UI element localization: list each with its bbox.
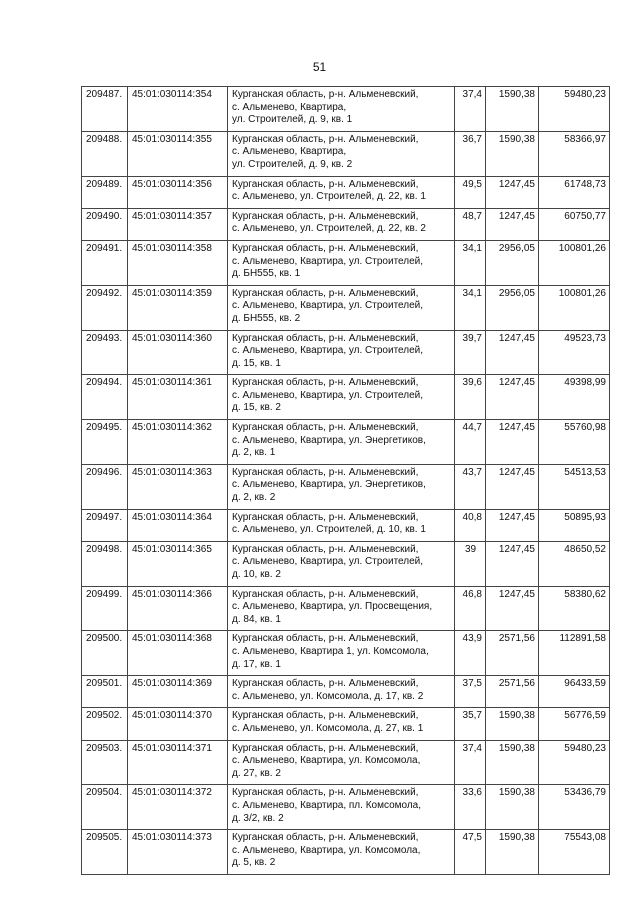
table-row [82, 464, 610, 509]
row-number: 209491. [82, 240, 128, 285]
address-line: Курганская область, р-н. Альменевский, [232, 287, 419, 299]
address [228, 631, 455, 676]
address-line: д. 27, кв. 2 [232, 767, 281, 779]
rate-value: 1247,45 [486, 464, 539, 509]
table-row [82, 509, 610, 541]
cadastral-number: 45:01:030114:369 [128, 676, 228, 708]
rate-value: 1247,45 [486, 420, 539, 465]
table-row [82, 176, 610, 208]
cadastral-number: 45:01:030114:360 [128, 330, 228, 375]
table-row [82, 240, 610, 285]
cadastral-cost: 60750,77 [539, 208, 610, 240]
address-line: Курганская область, р-н. Альменевский, [232, 633, 419, 645]
cadastral-cost: 100801,26 [539, 285, 610, 330]
area-value: 35,7 [455, 708, 486, 740]
address-line: Курганская область, р-н. Альменевский, [232, 742, 419, 754]
cadastral-number: 45:01:030114:354 [128, 87, 228, 132]
address [228, 785, 455, 830]
rate-value: 1590,38 [486, 131, 539, 176]
row-number: 209499. [82, 586, 128, 631]
address-line: Курганская область, р-н. Альменевский, [232, 178, 419, 190]
address-line: с. Альменево, Квартира, [232, 146, 347, 158]
cadastral-number: 45:01:030114:363 [128, 464, 228, 509]
row-number: 209497. [82, 509, 128, 541]
address-line: д. 10, кв. 2 [232, 569, 281, 580]
area-value: 39 [455, 541, 486, 586]
row-number: 209488. [82, 131, 128, 176]
table-row [82, 208, 610, 240]
rate-value: 2571,56 [486, 631, 539, 676]
address [228, 208, 455, 240]
address-line: д. 15, кв. 2 [232, 402, 281, 414]
cadastral-cost: 59480,23 [539, 87, 610, 132]
address [228, 330, 455, 375]
cadastral-cost: 112891,58 [539, 631, 610, 676]
area-value: 37,4 [455, 740, 486, 785]
cadastral-cost: 61748,73 [539, 176, 610, 208]
cadastral-cost: 53436,79 [539, 785, 610, 830]
table-row [82, 740, 610, 785]
table-row [82, 676, 610, 708]
row-number: 209487. [82, 87, 128, 132]
row-number: 209500. [82, 631, 128, 676]
cadastral-cost: 54513,53 [539, 464, 610, 509]
cadastral-cost: 56776,59 [539, 708, 610, 740]
table-row [82, 285, 610, 330]
address-line: Курганская область, р-н. Альменевский, [232, 678, 419, 690]
rate-value: 2571,56 [486, 676, 539, 708]
area-value: 33,6 [455, 785, 486, 830]
table-row [82, 541, 610, 586]
rate-value: 1247,45 [486, 509, 539, 541]
address [228, 708, 455, 740]
address-line: д. 5, кв. 2 [232, 857, 276, 869]
cadastral-number: 45:01:030114:364 [128, 509, 228, 541]
address-line: с. Альменево, ул. Комсомола, д. 27, кв. 1 [232, 722, 424, 734]
address [228, 131, 455, 176]
address-line: с. Альменево, ул. Комсомола, д. 17, кв. 2 [232, 690, 424, 702]
address-line: д. 15, кв. 1 [232, 357, 281, 369]
area-value: 34,1 [455, 285, 486, 330]
cadastral-cost: 48650,52 [539, 541, 610, 586]
row-number: 209489. [82, 176, 128, 208]
rate-value: 1247,45 [486, 176, 539, 208]
cadastral-cost: 75543,08 [539, 830, 610, 875]
address-line: д. БН555, кв. 2 [232, 312, 301, 324]
area-value: 48,7 [455, 208, 486, 240]
cadastral-number: 45:01:030114:371 [128, 740, 228, 785]
rate-value: 1247,45 [486, 208, 539, 240]
address-line: с. Альменево, Квартира, ул. Строителей, [232, 255, 424, 267]
address [228, 541, 455, 586]
address-line: Курганская область, р-н. Альменевский, [232, 422, 419, 434]
row-number: 209492. [82, 285, 128, 330]
address-line: с. Альменево, Квартира 1, ул. Комсомола, [232, 645, 429, 657]
rate-value: 1590,38 [486, 785, 539, 830]
address-line: д. 2, кв. 2 [232, 492, 276, 504]
cadastral-cost: 49398,99 [539, 375, 610, 420]
address [228, 586, 455, 631]
cadastral-number: 45:01:030114:366 [128, 586, 228, 631]
address-line: ул. Строителей, д. 9, кв. 1 [232, 114, 353, 126]
row-number: 209490. [82, 208, 128, 240]
table-row [82, 375, 610, 420]
address-line: с. Альменево, Квартира, ул. Энергетиков, [232, 479, 426, 491]
table-row [82, 586, 610, 631]
area-value: 44,7 [455, 420, 486, 465]
address-line: д. 17, кв. 1 [232, 658, 281, 670]
area-value: 43,9 [455, 631, 486, 676]
address-line: с. Альменево, ул. Строителей, д. 22, кв. 2 [232, 223, 426, 235]
address-line: Курганская область, р-н. Альменевский, [232, 543, 419, 555]
address-line: с. Альменево, Квартира, [232, 101, 347, 113]
address [228, 464, 455, 509]
cadastral-number: 45:01:030114:358 [128, 240, 228, 285]
address-line: с. Альменево, Квартира, пл. Комсомола, [232, 799, 422, 811]
address-line: с. Альменево, Квартира, ул. Строителей, [232, 345, 424, 357]
row-number: 209498. [82, 541, 128, 586]
cadastral-number: 45:01:030114:359 [128, 285, 228, 330]
address-line: ул. Строителей, д. 9, кв. 2 [232, 158, 353, 170]
address [228, 676, 455, 708]
cadastral-number: 45:01:030114:373 [128, 830, 228, 875]
address-line: с. Альменево, Квартира, ул. Строителей, [232, 556, 424, 568]
address-line: д. 2, кв. 1 [232, 447, 276, 459]
rate-value: 1590,38 [486, 830, 539, 875]
page-number: 51 [312, 60, 327, 74]
table-row [82, 87, 610, 132]
address-line: Курганская область, р-н. Альменевский, [232, 377, 419, 389]
rate-value: 1247,45 [486, 586, 539, 631]
table-row [82, 420, 610, 465]
address-line: с. Альменево, Квартира, ул. Комсомола, [232, 844, 421, 856]
cadastral-number: 45:01:030114:355 [128, 131, 228, 176]
row-number: 209496. [82, 464, 128, 509]
address-line: Курганская область, р-н. Альменевский, [232, 832, 419, 844]
rate-value: 2956,05 [486, 240, 539, 285]
rate-value: 1247,45 [486, 375, 539, 420]
table-row [82, 330, 610, 375]
row-number: 209493. [82, 330, 128, 375]
row-number: 209504. [82, 785, 128, 830]
rate-value: 1590,38 [486, 87, 539, 132]
rate-value: 1590,38 [486, 708, 539, 740]
address-line: д. БН555, кв. 1 [232, 268, 301, 280]
cadastral-cost: 55760,98 [539, 420, 610, 465]
area-value: 39,7 [455, 330, 486, 375]
cadastral-number: 45:01:030114:356 [128, 176, 228, 208]
area-value: 34,1 [455, 240, 486, 285]
area-value: 37,4 [455, 87, 486, 132]
address-line: Курганская область, р-н. Альменевский, [232, 588, 419, 600]
cadastral-cost: 58380,62 [539, 586, 610, 631]
cadastral-number: 45:01:030114:368 [128, 631, 228, 676]
row-number: 209503. [82, 740, 128, 785]
cadastral-cost: 49523,73 [539, 330, 610, 375]
table-row [82, 830, 610, 875]
address-line: Курганская область, р-н. Альменевский, [232, 89, 419, 100]
address-line: с. Альменево, ул. Строителей, д. 10, кв. 1 [232, 524, 426, 536]
address [228, 740, 455, 785]
row-number: 209501. [82, 676, 128, 708]
address-line: с. Альменево, Квартира, ул. Просвещения, [232, 601, 433, 613]
address-line: с. Альменево, Квартира, ул. Строителей, [232, 389, 424, 401]
cadastral-cost: 100801,26 [539, 240, 610, 285]
table-row [82, 131, 610, 176]
cadastral-cost: 59480,23 [539, 740, 610, 785]
address-line: Курганская область, р-н. Альменевский, [232, 332, 419, 344]
cadastral-number: 45:01:030114:357 [128, 208, 228, 240]
area-value: 39,6 [455, 375, 486, 420]
cadastral-number: 45:01:030114:372 [128, 785, 228, 830]
address-line: Курганская область, р-н. Альменевский, [232, 242, 419, 254]
table-row [82, 708, 610, 740]
cadastral-number: 45:01:030114:361 [128, 375, 228, 420]
address-line: Курганская область, р-н. Альменевский, [232, 710, 419, 722]
property-registry-table [81, 86, 610, 875]
address [228, 176, 455, 208]
area-value: 37,5 [455, 676, 486, 708]
rate-value: 1590,38 [486, 740, 539, 785]
area-value: 43,7 [455, 464, 486, 509]
area-value: 36,7 [455, 131, 486, 176]
table-row [82, 631, 610, 676]
cadastral-cost: 96433,59 [539, 676, 610, 708]
registry-body [82, 87, 610, 875]
area-value: 47,5 [455, 830, 486, 875]
address [228, 420, 455, 465]
address-line: с. Альменево, Квартира, ул. Строителей, [232, 300, 424, 312]
address-line: Курганская область, р-н. Альменевский, [232, 466, 419, 478]
address-line: Курганская область, р-н. Альменевский, [232, 133, 419, 145]
address-line: д. 3/2, кв. 2 [232, 812, 284, 824]
address [228, 87, 455, 132]
table-row [82, 785, 610, 830]
rate-value: 1247,45 [486, 330, 539, 375]
address-line: Курганская область, р-н. Альменевский, [232, 511, 419, 523]
cadastral-number: 45:01:030114:365 [128, 541, 228, 586]
address [228, 285, 455, 330]
row-number: 209495. [82, 420, 128, 465]
address-line: д. 84, кв. 1 [232, 613, 281, 625]
area-value: 40,8 [455, 509, 486, 541]
address-line: с. Альменево, Квартира, ул. Комсомола, [232, 755, 421, 767]
address [228, 375, 455, 420]
cadastral-cost: 50895,93 [539, 509, 610, 541]
address-line: Курганская область, р-н. Альменевский, [232, 210, 419, 222]
address [228, 830, 455, 875]
address-line: с. Альменево, ул. Строителей, д. 22, кв. 1 [232, 191, 426, 203]
row-number: 209502. [82, 708, 128, 740]
cadastral-cost: 58366,97 [539, 131, 610, 176]
address [228, 509, 455, 541]
address-line: Курганская область, р-н. Альменевский, [232, 787, 419, 799]
rate-value: 2956,05 [486, 285, 539, 330]
row-number: 209505. [82, 830, 128, 875]
rate-value: 1247,45 [486, 541, 539, 586]
address-line: с. Альменево, Квартира, ул. Энергетиков, [232, 434, 426, 446]
cadastral-number: 45:01:030114:370 [128, 708, 228, 740]
row-number: 209494. [82, 375, 128, 420]
area-value: 49,5 [455, 176, 486, 208]
area-value: 46,8 [455, 586, 486, 631]
address [228, 240, 455, 285]
cadastral-number: 45:01:030114:362 [128, 420, 228, 465]
